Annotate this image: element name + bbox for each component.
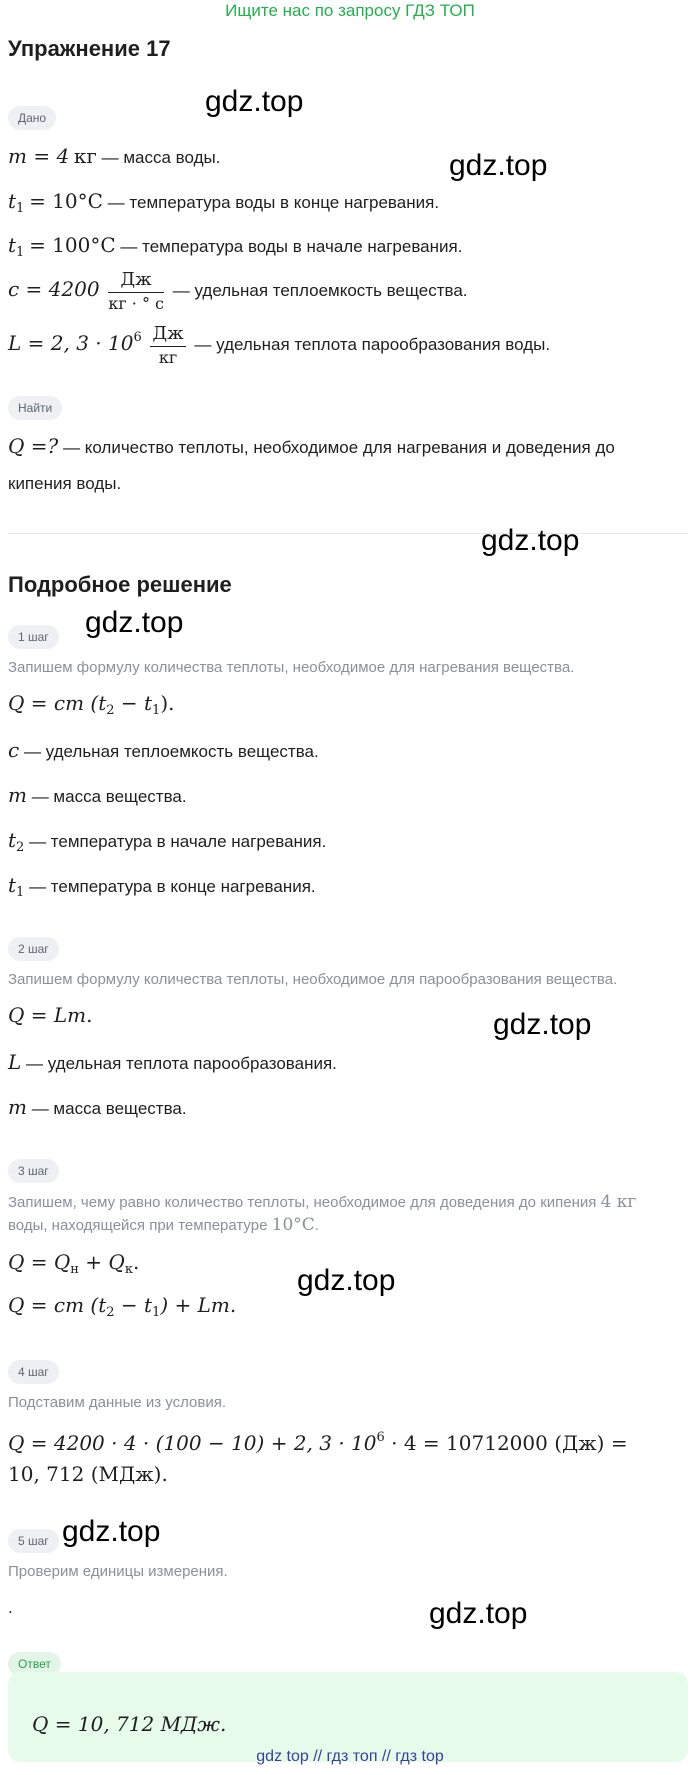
mass-description: — масса воды. (101, 148, 221, 167)
formula-part: · 4 = 10712000 (Дж) = (384, 1431, 628, 1455)
step-5-dot: . (8, 1598, 13, 1617)
formula-part: Q = cm (t (8, 691, 107, 715)
description-text: . (314, 1217, 319, 1234)
variable: m (8, 783, 27, 807)
variable-description: — удельная теплота парообразования. (26, 1054, 337, 1073)
exercise-title: Упражнение 17 (8, 36, 171, 61)
step-2-description: Запишем формулу количества теплоты, необходимое для парообразования вещества. (8, 971, 618, 988)
step-4-badge: 4 шаг (8, 1360, 59, 1384)
solution-title: Подробное решение (8, 572, 232, 597)
watermark: gdz.top (205, 85, 304, 118)
variable-description: — удельная теплоемкость вещества. (23, 742, 319, 761)
given-mass (8, 144, 220, 170)
formula-sub: 1 (152, 1305, 161, 1320)
search-banner[interactable]: Ищите нас по запросу ГДЗ ТОП (225, 1, 475, 20)
description-text: Запишем, чему равно количество теплоты, необходимое для доведения до кипения (8, 1194, 597, 1211)
step-1-line-c (8, 738, 319, 764)
step-1-line-t2 (8, 828, 326, 860)
c-lhs: c = 4200 (8, 276, 100, 301)
variable-description: — температура в конце нагревания. (29, 877, 316, 896)
t1-sub: 1 (16, 201, 25, 216)
c-fraction (108, 268, 164, 315)
formula-part: − t (114, 1293, 153, 1317)
formula-part: Q = cm (t (8, 1293, 107, 1317)
step-1-line-t1 (8, 873, 316, 905)
formula-sub: 1 (152, 703, 161, 718)
step-2-line-L (8, 1050, 337, 1076)
formula-part: ). (160, 691, 175, 715)
formula-part: Q = Q (8, 1250, 71, 1274)
t1-description: — температура воды в конце нагревания. (107, 193, 440, 212)
step-3-description-2 (8, 1214, 319, 1237)
c-numerator: Дж (108, 268, 164, 293)
t1b-var: t (8, 233, 17, 257)
given-heat-capacity (8, 268, 468, 315)
variable: t (8, 873, 17, 897)
c-denominator: кг · ° с (108, 294, 164, 313)
variable-sub: 2 (16, 840, 25, 855)
formula-part: + Q (78, 1250, 125, 1274)
step-2-formula (8, 1003, 92, 1029)
formula-sub: 2 (106, 1305, 115, 1320)
step-2-badge: 2 шаг (8, 937, 59, 961)
watermark: gdz.top (62, 1515, 161, 1548)
mass-expression: m = 4 (8, 144, 70, 168)
L-numerator: Дж (150, 322, 185, 347)
step-3-description-1 (8, 1191, 636, 1214)
watermark: gdz.top (481, 524, 580, 557)
step-4-formula-2 (8, 1462, 168, 1488)
variable: c (8, 738, 20, 762)
step-1-description: Запишем формулу количества теплоты, необходимое для нагревания вещества. (8, 659, 575, 676)
answer-badge: Ответ (8, 1652, 61, 1676)
formula-sub: н (70, 1262, 79, 1277)
L-lhs: L = 2, 3 · 10 (8, 330, 134, 355)
formula: Q = Lm. (8, 1003, 93, 1027)
description-value: 10°C (271, 1215, 315, 1235)
section-divider (8, 533, 688, 534)
L-description: — удельная теплота парообразования воды. (194, 334, 551, 354)
formula-power: 6 (376, 1430, 385, 1445)
step-4-formula-1 (8, 1426, 628, 1457)
variable-description: — масса вещества. (31, 787, 187, 806)
step-1-line-m (8, 783, 187, 809)
given-badge: Дано (8, 106, 56, 130)
variable-description: — температура в начале нагревания. (29, 832, 327, 851)
step-5-badge: 5 шаг (8, 1529, 59, 1553)
step-1-badge: 1 шаг (8, 625, 59, 649)
step-3-badge: 3 шаг (8, 1159, 59, 1183)
L-fraction (150, 322, 185, 369)
step-4-description: Подставим данные из условия. (8, 1394, 227, 1411)
L-denominator: кг (158, 348, 178, 367)
given-t1-end (8, 189, 439, 221)
variable: m (8, 1095, 27, 1119)
step-5-description: Проверим единицы измерения. (8, 1563, 228, 1580)
description-value: 4 кг (600, 1192, 637, 1212)
answer-formula: Q = 10, 712 МДж. (32, 1712, 227, 1736)
watermark: gdz.top (297, 1264, 396, 1297)
variable: L (8, 1050, 22, 1074)
mass-unit: кг (73, 144, 97, 168)
watermark: gdz.top (429, 1597, 528, 1630)
formula-part: ) + Lm. (160, 1293, 237, 1317)
find-badge: Найти (8, 396, 62, 420)
step-2-line-m (8, 1095, 187, 1121)
t1b-description: — температура воды в начале нагревания. (120, 237, 463, 256)
t1b-sub: 1 (16, 245, 25, 260)
find-text-2: кипения воды. (8, 474, 122, 493)
watermark: gdz.top (449, 149, 548, 182)
description-text: воды, находящейся при температуре (8, 1217, 268, 1234)
c-description: — удельная теплоемкость вещества. (172, 280, 468, 300)
step-3-formula-2 (8, 1293, 236, 1325)
variable: t (8, 828, 17, 852)
formula-part: − t (114, 691, 153, 715)
find-text-1: — количество теплоты, необходимое для нагревания и доведения до (62, 438, 615, 457)
formula-part: . (132, 1250, 140, 1274)
watermark: gdz.top (493, 1008, 592, 1041)
formula-sub: к (124, 1262, 133, 1277)
step-1-formula (8, 691, 174, 723)
find-line-1 (8, 434, 615, 460)
step-3-formula-1 (8, 1250, 139, 1282)
t1-value: = 10°C (29, 189, 103, 213)
variable-description: — масса вещества. (31, 1099, 187, 1118)
find-expression: Q =? (8, 434, 59, 458)
formula-part: Q = 4200 · 4 · (100 − 10) + 2, 3 · 10 (8, 1431, 377, 1455)
t1-var: t (8, 189, 17, 213)
t1b-value: = 100°C (29, 233, 116, 257)
formula-sub: 2 (106, 703, 115, 718)
footer-links[interactable]: gdz top // гдз топ // гдз top (256, 1748, 444, 1765)
variable-sub: 1 (16, 885, 25, 900)
L-power: 6 (133, 329, 142, 345)
given-t1-start (8, 233, 462, 265)
watermark: gdz.top (85, 606, 184, 639)
formula-result: 10, 712 (МДж). (8, 1462, 168, 1486)
given-latent-heat (8, 322, 550, 369)
